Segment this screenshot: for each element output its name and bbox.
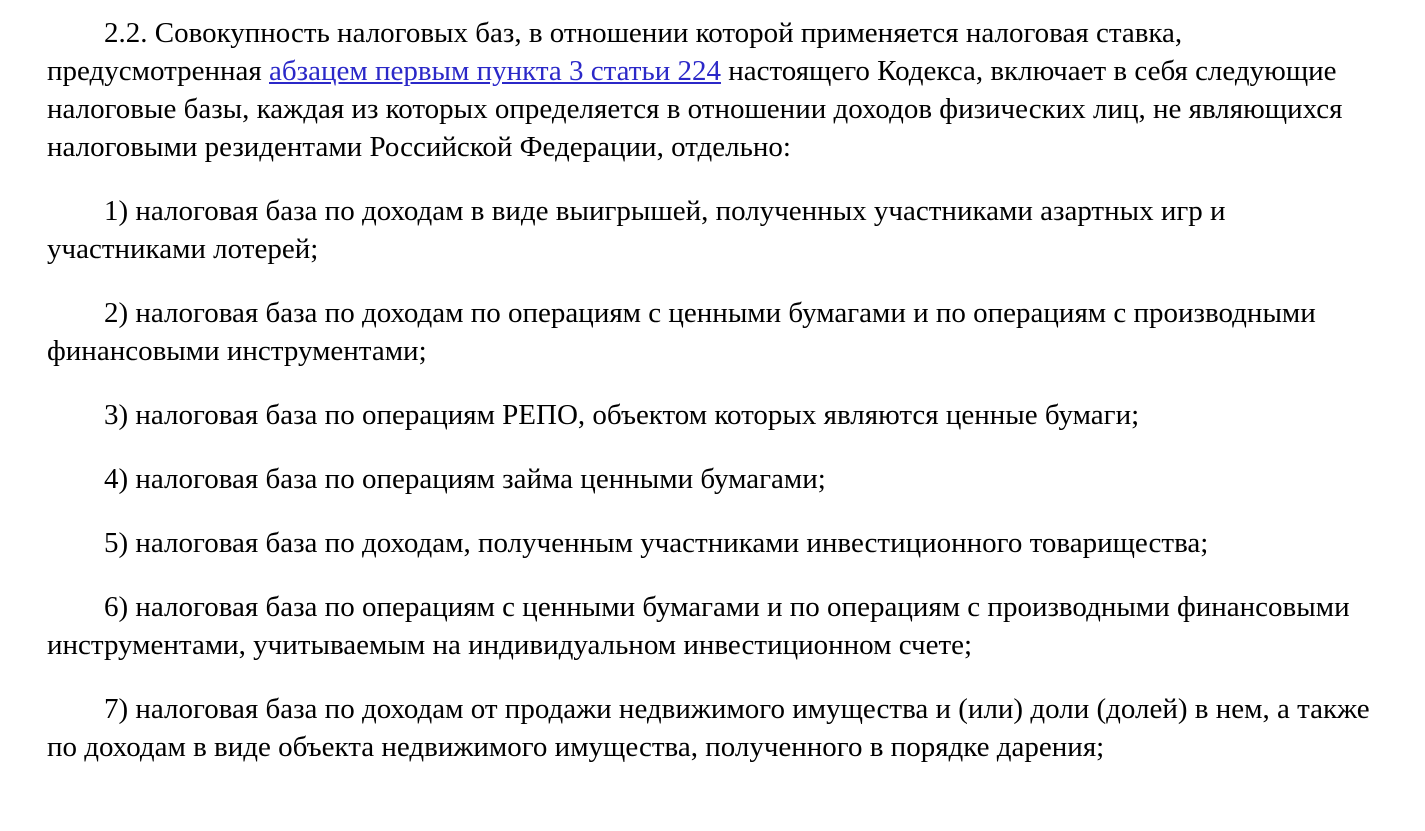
list-item-7: 7) налоговая база по доходам от продажи недвижимого имущества и (или) доли (долей) в нем, а также по доходам в виде объекта недвижимого имущества, полученного в порядке дарения; xyxy=(47,693,1370,763)
list-item-1: 1) налоговая база по доходам в виде выигрышей, полученных участниками азартных игр и участниками лотерей; xyxy=(47,195,1226,265)
paragraph-2-2 xyxy=(47,14,1380,166)
paragraph-2-2-text-after-link: настоящего Кодекса, включает в себя следующие налоговые базы, каждая из которых определяется в отношении доходов физических лиц, не являющихся налоговыми резидентами Российской Федерации, отдельно: xyxy=(47,55,1343,163)
list-item-4: 4) налоговая база по операциям займа ценными бумагами; xyxy=(104,463,826,495)
list-item-6: 6) налоговая база по операциям с ценными бумагами и по операциям с производными финансовыми инструментами, учитываемым на индивидуальном инвестиционном счете; xyxy=(47,591,1350,661)
link-paragraph-1-point-3-article-224[interactable]: абзацем первым пункта 3 статьи 224 xyxy=(269,55,721,87)
list-item-2: 2) налоговая база по доходам по операциям с ценными бумагами и по операциям с производными финансовыми инструментами; xyxy=(47,297,1316,367)
paragraph-2-2-text-before-link: 2.2. Совокупность налоговых баз, в отношении которой применяется налоговая ставка, предусмотренная xyxy=(47,17,1183,87)
list-item-3: 3) налоговая база по операциям РЕПО, объектом которых являются ценные бумаги; xyxy=(104,399,1140,431)
list-item-5: 5) налоговая база по доходам, полученным участниками инвестиционного товарищества; xyxy=(104,527,1209,559)
